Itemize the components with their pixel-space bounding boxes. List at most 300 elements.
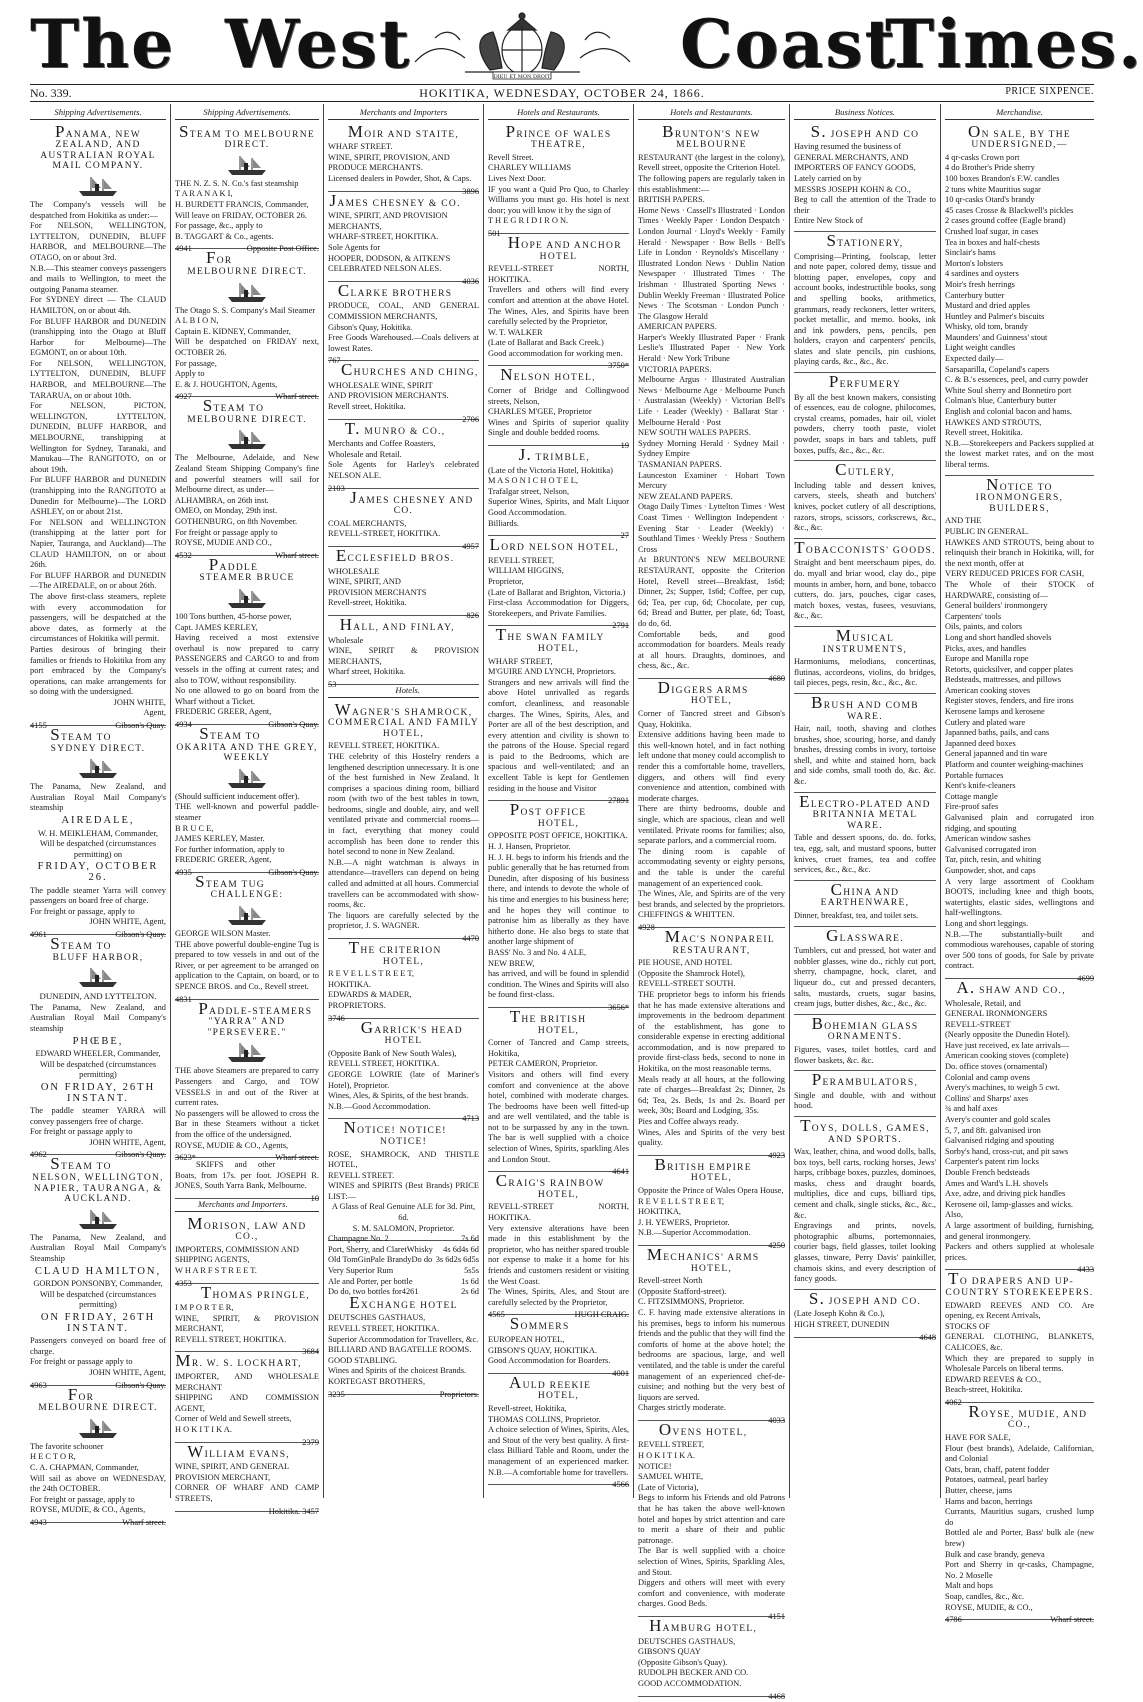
ad-text-line: SHIPPING AND COMMISSION AGENT, bbox=[175, 1393, 319, 1413]
ad-text-line: RUDOLPH BECKER AND CO. bbox=[638, 1668, 749, 1678]
ad-text-line: FREDERIC GREER, Agent, bbox=[175, 707, 272, 717]
ad-text-line: Packers and others supplied at wholesale prices. bbox=[945, 1242, 1094, 1262]
ad-text-line: HOKITIKA, bbox=[638, 1207, 682, 1217]
ad-text-line: Colonial and camp ovens bbox=[945, 1072, 1030, 1082]
ad-text-line: Japanned deed boxes bbox=[945, 738, 1016, 748]
ad-title: TO DRAPERS AND UP-COUNTRY STOREKEEPERS. bbox=[945, 1269, 1094, 1298]
ad-text-line: NEW SOUTH WALES PAPERS. bbox=[638, 428, 751, 438]
ad-text-line: The Panama, New Zealand, and Australian Royal Mail Company's Steamship bbox=[30, 1232, 166, 1264]
ad-title: ON SALE, BY THE UNDERSIGNED,— bbox=[967, 121, 1072, 151]
ad-text-line: CELEBRATED NELSON ALES. bbox=[328, 264, 442, 274]
ad-text-line: EDWARD WHEELER, Commander, bbox=[35, 1049, 161, 1059]
ad-place: 4033 bbox=[768, 1415, 785, 1425]
ad-text-line: Kerosene lamps and kerosene bbox=[945, 707, 1045, 717]
ad-text-line: Oils, paints, and colors bbox=[945, 622, 1022, 632]
ad-text-line: DEUTSCHES GASTHAUS, bbox=[328, 1313, 426, 1323]
ad-text-line: N.B.—This steamer conveys passengers and mails to Wellington, to meet the outgoing Panama steamer. bbox=[30, 263, 166, 294]
ad-title: LORD NELSON HOTEL, bbox=[489, 535, 620, 555]
ad-title: GARRICK'S HEAD HOTEL bbox=[360, 1017, 463, 1047]
advertisement bbox=[794, 1288, 936, 1342]
price-value: 5s bbox=[464, 1266, 472, 1276]
price-value: 4s 6d bbox=[443, 1244, 462, 1254]
ad-text-line: Cottage mangle bbox=[945, 791, 998, 801]
ad-text-line: B R U C E, bbox=[175, 823, 214, 833]
ad-number: 4565 bbox=[488, 1310, 505, 1320]
ad-text-line: H. J. Hansen, Proprietor. bbox=[488, 842, 571, 852]
ad-departure-date: ON FRIDAY, 26TH INSTANT. bbox=[40, 1312, 156, 1334]
ad-departure-date: ON FRIDAY, 26TH INSTANT. bbox=[40, 1081, 156, 1104]
ad-text-line: Merchants and Coffee Roasters, bbox=[328, 439, 436, 449]
masthead-word-the: The bbox=[30, 5, 176, 83]
ad-text-line: The liquors are carefully selected by the proprietor, J. S. WAGNER. bbox=[328, 910, 479, 931]
ad-text-line: Good accommodation for working men. bbox=[488, 348, 623, 358]
ad-text-line: Expected daily— bbox=[945, 354, 1004, 364]
ad-text-line: Corner of Bridge and Collingwood streets, Nelson, bbox=[488, 386, 629, 406]
ad-text-line: 4 do Brother's Pride sherry bbox=[945, 163, 1035, 173]
steamship-icon bbox=[224, 767, 270, 789]
advertisement bbox=[945, 474, 1094, 983]
ad-text-line: Whisky, old tom, brandy bbox=[945, 322, 1028, 332]
ad-text-line: The Panama, New Zealand, and Australian Royal Mail Company's steamship bbox=[30, 1002, 166, 1033]
ad-place: 4957 bbox=[462, 542, 479, 551]
ad-text-line: Butter, cheese, jams bbox=[945, 1486, 1013, 1496]
column-shipping-2 bbox=[175, 107, 319, 1516]
ad-title: CRAIG'S RAINBOW HOTEL, bbox=[495, 1171, 605, 1200]
ad-title: MAC'S NONPAREIL RESTAURANT, bbox=[664, 926, 775, 956]
ad-text-line: Oats, bran, chaff, patent fodder bbox=[945, 1464, 1050, 1474]
ad-text-line: The following papers are regularly taken in this establishment:— bbox=[638, 173, 785, 194]
ad-text-line: Carpenter's patent rim locks bbox=[945, 1157, 1039, 1167]
ad-text-line: (Opposite Stafford-street). bbox=[638, 1286, 727, 1296]
ad-place: 4036 bbox=[462, 276, 479, 286]
ad-text-line: (Late Joseph Kohn & Co.), bbox=[794, 1309, 885, 1319]
ad-text-line: OPPOSITE POST OFFICE, HOKITIKA. bbox=[488, 831, 628, 841]
ad-text-line: Including table and dessert knives, carvers, steels, sheath and butchers' knives, pocket cutlery of all descriptions, razors, strops, scissors, corkscrews, &c., &c., &c. bbox=[794, 480, 936, 533]
ad-text-line: REVELL STREET, bbox=[488, 555, 555, 565]
ad-text-line: Avery's machines, to weigh 5 cwt. bbox=[945, 1083, 1060, 1093]
column-business-notices bbox=[794, 107, 936, 1497]
ad-text-line: Will be despatched (circumstances permitting) bbox=[39, 1059, 157, 1080]
ad-text-line: For NELSON, PICTON, WELLINGTON, LYTTELTON, DUNEDIN, BLUFF HARBOR, and MELBOURNE, transhipping at Wellington for Sydney, Taranaki, and Manukau—The RANGITOTO, on or about 19th. bbox=[30, 401, 166, 474]
price-item: Gin bbox=[357, 1255, 371, 1265]
column-divider bbox=[170, 104, 171, 1498]
masthead-word-coast: Coast bbox=[680, 5, 897, 83]
advertisement bbox=[488, 1314, 629, 1378]
ad-text-line: REVELL STREET, HOKITIKA. bbox=[175, 1334, 287, 1344]
ad-place: Proprietors. bbox=[439, 1389, 479, 1399]
ad-number: 4963 bbox=[30, 1380, 47, 1390]
ad-text-line: Very extensive alterations have been made in this establishment by the proprietor, who has neither spared trouble nor expense to make it a home for his friends and customers resident or visiting the West Coast. bbox=[488, 1223, 629, 1286]
ad-text-line: COAL MERCHANTS, bbox=[328, 518, 407, 528]
ad-text-line: Dinner, breakfast, tea, and toilet sets. bbox=[794, 911, 919, 920]
ad-text-line: Begs to inform his Friends and old Patrons that he has taken the above well-known hotel and hopes by strict attention and care to merit a share of their and public patronage. bbox=[638, 1493, 785, 1545]
ad-text-line: Gibson's Quay, Hokitika. bbox=[328, 322, 413, 332]
ad-text-line: Canterbury butter bbox=[945, 290, 1005, 300]
ad-text-line: (Nearly opposite the Dunedin Hotel). bbox=[945, 1030, 1070, 1040]
ad-number: 4353 bbox=[175, 1278, 192, 1288]
ad-text-line: GENERAL IRONMONGERS bbox=[945, 1009, 1048, 1019]
ad-text-line: VICTORIA PAPERS. bbox=[638, 364, 712, 374]
ad-title: PERFUMERY bbox=[828, 372, 902, 392]
ad-text-line: ROYSE, MUDIE, & CO., Agents, bbox=[30, 1505, 146, 1515]
ad-text-line: SHIPPING AGENTS, bbox=[175, 1255, 250, 1265]
ad-text-line: W H A R F S T R E E T. bbox=[175, 1265, 257, 1275]
ad-text-line: N.B.—A night watchman is always in attendance—travellers can depend on being called and admitted at all hours. Commercial travellers can be accommodated with show-rooms, &c. bbox=[328, 857, 479, 910]
ad-text-line: GENERAL MERCHANTS, AND bbox=[794, 152, 909, 162]
column-hotels-2 bbox=[638, 107, 785, 1701]
ad-text-line: Licensed dealers in Powder, Shot, & Caps. bbox=[328, 173, 472, 183]
ad-number: 4962 bbox=[30, 1150, 47, 1160]
ad-text-line: AMERICAN PAPERS. bbox=[638, 322, 717, 332]
ad-place: Gibson's Quay. bbox=[115, 1150, 166, 1160]
ad-text-line: ALHAMBRA, on 26th inst. bbox=[175, 495, 269, 505]
ad-text-line: 10 qr-casks Otard's brandy bbox=[945, 195, 1035, 205]
ad-text-line: PETER CAMERON, Proprietor. bbox=[488, 1059, 598, 1069]
ad-text-line: Revell Street. bbox=[488, 152, 534, 162]
ad-text-line: N.B.—The substantially-built and commodious warehouses, capable of storing over 500 tons of goods, for Sale by private contract. bbox=[945, 929, 1094, 971]
ad-number: 4261 bbox=[401, 1287, 419, 1297]
ad-title: HALL, AND FINLAY, bbox=[339, 614, 455, 634]
ad-title: CLARKE BROTHERS bbox=[337, 280, 453, 300]
ad-text-line: has arrived, and will be found in splendid condition. The Wines and Spirits will also be found first-class. bbox=[488, 969, 629, 1000]
advertisement bbox=[30, 1154, 166, 1390]
ad-text-line: Wax, leather, china, and wood dolls, balls, box toys, bell carts, rocking horses, Jews' harps, cribbage boxes, puzzles, dominoes, masks, chess and draught boards, multiplies, dice and cups, billiard tips, cement and chalk, single sticks, &c., &c., &c. bbox=[794, 1147, 936, 1220]
ad-title: T. MUNRO & CO., bbox=[344, 418, 446, 438]
ad-text-line: Proprietor, bbox=[488, 576, 524, 586]
ad-text-line: Otago Daily Times · Lyttelton Times · West Coast Times · Wellington Independent · Evening Star · Leader (Weekly) · Southland Times · Weekly Press · Southern Cross bbox=[638, 502, 785, 554]
ad-text-line: STOCKS OF bbox=[945, 1321, 990, 1331]
advertisement bbox=[175, 121, 319, 254]
ad-text-line: W. T. WALKER bbox=[488, 327, 543, 337]
ad-text-line: For freight or passage apply to bbox=[175, 527, 278, 537]
ad-text-line: 2 cases ground coffee (Eagle brand) bbox=[945, 216, 1066, 226]
ad-text-line: Bedsteads, mattresses, and pillows bbox=[945, 675, 1062, 685]
ad-text-line: MERCHANTS, bbox=[328, 221, 382, 231]
ad-text-line: HAWKES AND STROUTS, bbox=[945, 417, 1042, 427]
column-header: Hotels and Restaurants. bbox=[488, 107, 629, 120]
ad-agent: JOHN WHITE, Agent, bbox=[89, 917, 166, 927]
ad-text-line: Galvanised ridging and spouting bbox=[945, 1136, 1055, 1146]
ad-number: 4943 bbox=[30, 1517, 47, 1527]
ad-text-line: Figures, vases, toilet bottles, card and flower baskets, &c. &c. bbox=[794, 1044, 936, 1065]
ad-text-line: REVELL-STREET bbox=[945, 1019, 1011, 1029]
ad-number: 4927 bbox=[175, 392, 192, 402]
advertisement bbox=[175, 248, 319, 402]
ad-text-line: BRITISH PAPERS. bbox=[638, 195, 705, 205]
ad-text-line: Table and dessert spoons, do. do. forks, tea, egg, salt, and mustard spoons, butter knives, cruet frames, tea and coffee services, &c., &c., &c. bbox=[794, 833, 936, 875]
ad-text-line: JAMES KERLEY, Master. bbox=[175, 834, 265, 844]
ad-vessel-name: PHŒBE, bbox=[72, 1035, 124, 1047]
ad-number: 501 bbox=[488, 228, 501, 238]
ad-title: PERAMBULATORS, bbox=[811, 1070, 919, 1090]
ad-text-line: GOTHENBURG, on 8th November. bbox=[175, 517, 298, 527]
ad-text-line: THOMAS COLLINS, Proprietor. bbox=[488, 1414, 601, 1424]
ad-text-line: A large assortment of building, furnishing, and general ironmongery. bbox=[945, 1220, 1094, 1241]
advertisement bbox=[175, 1158, 319, 1203]
ad-text-line: 100 boxes Brandon's F.W. candles bbox=[945, 173, 1060, 183]
ad-title: CHINA AND EARTHENWARE, bbox=[820, 879, 910, 909]
ad-text-line: Carpenters' tools bbox=[945, 611, 1002, 621]
ad-number: 4935 bbox=[175, 867, 192, 877]
ad-text-line: TASMANIAN PAPERS. bbox=[638, 460, 722, 469]
ad-title: EXCHANGE HOTEL bbox=[349, 1292, 458, 1312]
ad-text-line: REVELL STREET, HOKITIKA. bbox=[328, 741, 440, 751]
ad-text-line: Lately carried on by bbox=[794, 173, 862, 183]
ad-text-line: Wines, Ales, & Spirits, of the best brands. bbox=[328, 1091, 469, 1101]
ad-title: NOTICE TO IRONMONGERS, BUILDERS, bbox=[975, 474, 1064, 514]
ad-text-line: (Opposite Bank of New South Wales), bbox=[328, 1048, 457, 1058]
ad-number: 4062 bbox=[945, 1397, 962, 1407]
ad-text-line: C. FITZSIMMONS, Proprietor. bbox=[638, 1297, 745, 1307]
ad-text-line: Morton's lobsters bbox=[945, 258, 1004, 268]
ad-text-line: Portable furnaces bbox=[945, 770, 1004, 780]
ad-text-line: VERY REDUCED PRICES FOR CASH, bbox=[945, 569, 1085, 579]
crest-motto: DIEU ET MON DROIT bbox=[493, 74, 551, 80]
ad-text-line: Huntley and Palmer's biscuits bbox=[945, 311, 1045, 321]
ad-text-line: Corner of Tancred and Camp streets, Hokitika, bbox=[488, 1038, 629, 1058]
column-hotels-1 bbox=[488, 107, 629, 1497]
ad-text-line: Malt and hops bbox=[945, 1581, 993, 1591]
ad-title: NELSON HOTEL, bbox=[500, 365, 596, 385]
ad-text-line: ¾ and half axes bbox=[945, 1104, 998, 1114]
ad-text-line: Revell-street, Hokitika, bbox=[488, 1403, 567, 1413]
ad-number: 3623* bbox=[175, 1153, 196, 1163]
place-date: HOKITIKA, WEDNESDAY, OCTOBER 24, 1866. bbox=[419, 86, 705, 100]
ad-text-line: (Opposite Gibson's Quay). bbox=[638, 1657, 728, 1667]
ad-text-line: EDWARD REEVES & CO., bbox=[945, 1374, 1042, 1384]
advertisement bbox=[488, 1171, 629, 1320]
ad-text-line: Strangers and new arrivals will find the above Hotel unrivalled as regards comfort, cleanliness, and reasonable charges. The Wines, Spirits, Ales, and Porter are all of the best description, and every attention and civility is shown to the patrons of the House. Special regard is paid to the Bedrooms, which are spacious and well-ventilated; and an excellent Table is kept for Gentlemen residing in the house and Visitor bbox=[488, 677, 629, 793]
ad-text-line: Picks, axes, and handles bbox=[945, 643, 1027, 653]
ad-text-line: Potatoes, oatmeal, pearl barley bbox=[945, 1475, 1049, 1485]
ad-text-line: Wholesale and Retail. bbox=[328, 449, 402, 459]
advertisement bbox=[488, 445, 629, 541]
price-value: 2s 6d bbox=[461, 1287, 479, 1297]
ad-text-line: The dining room is capable of accommodating seventy or eighty persons, and the table is under the careful management of an experienced cook. bbox=[638, 846, 785, 888]
ad-subtitle: DUNEDIN, AND LYTTELTON. bbox=[39, 991, 157, 1002]
advertisement bbox=[175, 1351, 319, 1447]
price-value: 5s bbox=[471, 1255, 479, 1265]
ad-text-line: EDWARD REEVES AND CO. Are opening, ex Recent Arrivals, bbox=[945, 1300, 1094, 1321]
ad-text-line: RESTAURANT (the largest in the colony), Revell street, opposite the Criterion Hotel. bbox=[638, 152, 785, 173]
advertisement bbox=[794, 461, 936, 539]
ad-place: 3750* bbox=[608, 361, 629, 371]
ad-text-line: H. J. H. begs to inform his friends and the public generally that he has returned from Dunedin, after disposing of his business there, and intends to devote the whole of his time and energies to his business here; and he hopes they will continue to patronise him as liberally as they have hitherto done. He also begs to state that another large shipment of bbox=[488, 852, 629, 947]
ad-title: PANAMA, NEW ZEALAND, AND AUSTRALIAN ROYAL MAIL COMPANY. bbox=[40, 121, 156, 172]
ad-text-line: Diggers and others will meet with every comfort and convenience, with moderate charges. Good Beds. bbox=[638, 1578, 785, 1609]
ad-title: ROYSE, MUDIE, AND CO., bbox=[968, 1401, 1088, 1431]
ad-text-line: Crushed loaf sugar, in cases bbox=[945, 226, 1039, 236]
ad-agent-title: Agent, bbox=[143, 708, 166, 718]
ad-text-line: CORNER OF WHARF AND CAMP STREETS, bbox=[175, 1483, 319, 1503]
ad-title: JAMES CHESNEY AND CO. bbox=[350, 487, 474, 517]
advertisement bbox=[488, 535, 629, 631]
ad-number: 53 bbox=[328, 679, 337, 689]
ad-text-line: CHARLEY WILLIAMS bbox=[488, 163, 572, 173]
ad-text-line: (Late of Ballarat and Back Creek.) bbox=[488, 338, 604, 348]
ad-text-line: ROSE, SHAMROCK, AND THISTLE HOTEL, bbox=[328, 1149, 479, 1170]
ad-place: 2791 bbox=[612, 621, 629, 631]
ad-text-line: Retorts, quicksilver, and copper plates bbox=[945, 664, 1074, 674]
ad-title: CHURCHES AND CHING, bbox=[340, 360, 479, 380]
ad-text-line: THE above Steamers are prepared to carry Passengers and Cargo, and TOW VESSELS in and out of the River at current rates. bbox=[175, 1066, 319, 1108]
advertisement bbox=[794, 123, 936, 232]
ad-place: 4680 bbox=[768, 673, 785, 683]
ad-text-line: T H E G R I D I R O N. bbox=[488, 216, 569, 226]
ad-text-line: EDWARDS & MADER, bbox=[328, 990, 412, 1000]
ad-text-line: WHOLESALE bbox=[328, 566, 380, 576]
ad-title: POST OFFICE HOTEL, bbox=[509, 800, 587, 829]
ad-number: 4532 bbox=[175, 550, 192, 560]
ad-text-line: Ames and Ward's L.H. shovels bbox=[945, 1178, 1049, 1188]
ad-text-line: Axe, adze, and driving pick handles bbox=[945, 1189, 1066, 1199]
ad-text-line: THE celebrity of this Hostelry renders a lengthened description unnecessary. It is one of the best furnished in New Zealand. It comprises a spacious dining room, billiard room (with two of the best tables in town, bedrooms, single and double, airy, and well ventilated private and commercial rooms—in fact, everything that money could accomplish has been done to render this hotel second to none in New Zealand. bbox=[328, 751, 479, 857]
royal-coat-of-arms-icon bbox=[405, 10, 640, 80]
ad-vessel-name: CLAUD HAMILTON, bbox=[34, 1265, 162, 1277]
ad-title: S. JOSEPH AND CO. bbox=[808, 1288, 922, 1308]
ad-text-line: OMEO, on Monday, 29th inst. bbox=[175, 506, 278, 516]
ad-place: Wharf street. bbox=[1050, 1615, 1094, 1625]
ad-title: HOPE AND ANCHOR HOTEL bbox=[507, 232, 622, 262]
ad-text-line: GIBSON'S QUAY bbox=[638, 1647, 701, 1657]
ad-text-line: Good Accommodation for Boarders. bbox=[488, 1356, 611, 1366]
ad-number: 2103 bbox=[328, 483, 345, 493]
ad-text-line: There are thirty bedrooms, double and single, which are spacious, clean and well ventilated. Private rooms for families; also, separate parlors, and a commercial room. bbox=[638, 804, 785, 846]
ad-text-line: Beg to call the attention of the Trade to their bbox=[794, 195, 936, 215]
ad-title: PRINCE OF WALES THEATRE, bbox=[505, 121, 612, 151]
column-divider bbox=[789, 104, 790, 1498]
advertisement bbox=[794, 627, 936, 694]
ad-text-line: PROVISION MERCHANT, bbox=[175, 1472, 271, 1482]
ad-text-line: Avery's counter and gold scales bbox=[945, 1115, 1051, 1125]
ad-text-line: Sinclair's hams bbox=[945, 248, 996, 258]
ad-text-line: American window sashes bbox=[945, 834, 1031, 844]
ad-text-line: 4 sardines and oysters bbox=[945, 269, 1019, 279]
steamship-icon bbox=[75, 966, 121, 988]
ad-text-line: S. M. SALOMON, Proprietor. bbox=[352, 1223, 455, 1233]
ad-text-line: Tar, pitch, resin, and whiting bbox=[945, 855, 1042, 865]
ad-text-line: Will be despatched on FRIDAY next, OCTOBER 26. bbox=[175, 337, 319, 357]
ad-text-line: Collins' and Sharps' axes bbox=[945, 1093, 1029, 1103]
ad-text-line: E. & J. HOUGHTON, Agents, bbox=[175, 379, 278, 389]
ad-text-line: For freight or passage apply to bbox=[30, 1127, 133, 1137]
ad-text-line: REVELL STREET, bbox=[638, 1440, 705, 1450]
price-item: Very Superior Rum bbox=[328, 1266, 394, 1276]
ad-text-line: For NELSON, WELLINGTON, LYTTELTON, DUNEDIN, BLUFF HARBOR, and MELBOURNE—The TARARUA, on or about 10th. bbox=[30, 358, 166, 400]
ad-text-line: No passengers will be allowed to cross the Bar in these Steamers without a ticket from the office of the undersigned. bbox=[175, 1108, 319, 1139]
column-divider bbox=[483, 104, 484, 1498]
ad-text-line: Corner of Weld and Sewell streets, bbox=[175, 1414, 292, 1424]
ad-text-line: GORDON PONSONBY, Commander, bbox=[33, 1279, 163, 1289]
ad-text-line: Wines and Spirits of superior quality Single and double bedded rooms. bbox=[488, 417, 629, 438]
ad-place: Wharf street. bbox=[122, 1517, 166, 1527]
ad-text-line: REVELL-STREET, HOKITIKA. bbox=[328, 529, 441, 539]
ad-text-line: H O K I T I K A. bbox=[638, 1451, 695, 1461]
ad-text-line: MESSRS JOSEPH KOHN & CO., bbox=[794, 184, 911, 194]
price-item: Ale and Porter, per bottle bbox=[328, 1276, 413, 1286]
ad-title: THE BRITISH HOTEL, bbox=[509, 1006, 587, 1036]
ad-text-line: Charges strictly moderate. bbox=[638, 1403, 726, 1413]
ad-text-line: American cooking stoves (complete) bbox=[945, 1051, 1069, 1061]
steamship-icon bbox=[224, 428, 270, 450]
ad-text-line: EUROPEAN HOTEL, bbox=[488, 1334, 565, 1344]
ad-title: STEAM TO SYDNEY DIRECT. bbox=[50, 725, 146, 754]
steamship-icon bbox=[75, 1417, 121, 1439]
ad-text-line: NEW BREW, bbox=[488, 958, 535, 968]
advertisement bbox=[30, 725, 166, 939]
ad-text-line: WINE, SPIRIT & PROVISION MERCHANTS, bbox=[328, 646, 479, 666]
ad-text-line: Moir's fresh herrings bbox=[945, 279, 1015, 289]
ad-text-line: Beach-street, Hokitika. bbox=[945, 1385, 1023, 1395]
ad-text-line: SKIFFS and other Boats, from 17s. per foot. JOSEPH R. JONES, South Yarra Bank, Melbourne. bbox=[175, 1160, 319, 1191]
ad-text-line: WINE, SPIRIT, AND PROVISION bbox=[328, 211, 448, 221]
price-item: Pale Brandy bbox=[370, 1255, 412, 1265]
ad-text-line: PUBLIC IN GENERAL. bbox=[945, 526, 1029, 536]
advertisement bbox=[638, 121, 785, 683]
ad-text-line: Harper's Weekly Illustrated Paper · Frank Leslie's Illustrated Paper · New York Herald · New York Tribune bbox=[638, 332, 785, 364]
ad-text-line: Mustard and dried apples bbox=[945, 301, 1030, 311]
ad-text-line: Having resumed the business of bbox=[794, 142, 901, 152]
ad-text-line: Kent's knife-cleaners bbox=[945, 781, 1016, 791]
ad-text-line: (Late of the Victoria Hotel, Hokitika) bbox=[488, 465, 613, 475]
ad-title: STEAM TO MELBOURNE DIRECT. bbox=[187, 396, 307, 425]
ad-text-line: Galvanised corrugated iron bbox=[945, 844, 1037, 854]
price-item: Whisky bbox=[406, 1244, 433, 1254]
ad-title: MOIR AND STAITE, bbox=[347, 121, 460, 141]
ad-text-line: The Bar is well supplied with a choice selection of Wines, Spirits, Sparkling Ales, and Stout. bbox=[638, 1546, 785, 1577]
ad-text-line: C. F. having made extensive alterations in his premises, begs to inform his numerous friends and the public that they will find the comforts of home at the above hotel; the bedrooms are spacious, large, and well ventilated, and the table is under the careful management of an experienced chef-de-cuisine; and nothing but the very best of liquors are served. bbox=[638, 1307, 785, 1402]
price-value: 3s 6d bbox=[435, 1255, 454, 1265]
ad-place: Gibson's Quay. bbox=[115, 1380, 166, 1390]
ad-text-line: BASS' No. 3 and No. 4 ALE, bbox=[488, 947, 587, 957]
ad-text-line: HOOPER, DODSON, & AITKEN'S bbox=[328, 253, 451, 263]
ad-place: 4433 bbox=[1077, 1265, 1094, 1275]
ad-text-line: THE proprietor begs to inform his friends that he has made extensive alterations and improvements in the bedroom department of the establishment, has gone to considerable expense in erecting additional accommodation, and is now prepared to provide first-class beds, second to none in Hokitika, on the most reasonable terms. bbox=[638, 989, 785, 1074]
ad-text-line: Melbourne Argus · Illustrated Australian News · Melbourne Age · Melbourne Punch · Australasian (Weekly) · Victorian Bell's Life · Leader (Weekly) · Ballarat Star · Melbourne Herald · Post bbox=[638, 375, 785, 427]
steamship-icon bbox=[224, 281, 270, 303]
ad-title: BRUNTON'S NEW MELBOURNE bbox=[662, 121, 761, 151]
column-divider bbox=[633, 104, 634, 1498]
ad-title: MORISON, LAW AND CO., bbox=[187, 1213, 307, 1243]
ad-text-line: For NELSON, WELLINGTON, LYTTELTON, DUNEDIN, BLUFF HARBOR, and MELBOURNE—The OTAGO, on or about 3rd. bbox=[30, 221, 166, 262]
ad-place: 4923 bbox=[768, 1150, 785, 1160]
masthead bbox=[0, 0, 1143, 88]
ad-text-line: The Panama, New Zealand, and Australian Royal Mail Company's steamship bbox=[30, 782, 166, 813]
ad-text-line: THE well-known and powerful paddle-steamer bbox=[175, 802, 319, 822]
ad-title: STEAM TO MELBOURNE DIRECT. bbox=[179, 121, 315, 151]
ad-text-line: T A R A N A K I, bbox=[175, 189, 233, 199]
ad-title: FOR MELBOURNE DIRECT. bbox=[38, 1384, 158, 1414]
ad-text-line: For BLUFF HARBOR and DUNEDIN (transhipping into the Otago at Bluff Harbor for Melbourne)—The EGMONT, on or about 10th. bbox=[30, 316, 166, 358]
ad-text-line: Wines and Spirits of the choicest Brands. bbox=[328, 1366, 467, 1376]
advertisement bbox=[794, 1117, 936, 1290]
advertisement bbox=[328, 1118, 479, 1297]
ad-text-line: The Wines, Ale, and Spirits are of the very best brands, and selected by the proprietors. bbox=[638, 889, 785, 909]
steamship-icon bbox=[224, 1041, 270, 1063]
ad-text-line: REVELL-STREET SOUTH. bbox=[638, 979, 736, 989]
ad-title: FOR MELBOURNE DIRECT. bbox=[187, 248, 307, 277]
ad-text-line: WHARF STREET. bbox=[328, 142, 393, 152]
column-divider bbox=[323, 104, 324, 1498]
price-value: 1s 6d bbox=[461, 1276, 479, 1286]
ad-text-line: The favorite schooner bbox=[30, 1441, 104, 1451]
ad-text-line: Pies and Coffee always ready. bbox=[638, 1117, 739, 1127]
ad-text-line: W. H. MEIKLEHAM, Commander, bbox=[37, 828, 159, 838]
ad-place: 2706 bbox=[462, 414, 479, 424]
ad-text-line: Superior Accommodation for Travellers, &c. bbox=[328, 1334, 479, 1344]
column-header: Shipping Advertisements. bbox=[30, 107, 166, 120]
ad-title: THE CRITERION HOTEL, bbox=[348, 938, 442, 967]
